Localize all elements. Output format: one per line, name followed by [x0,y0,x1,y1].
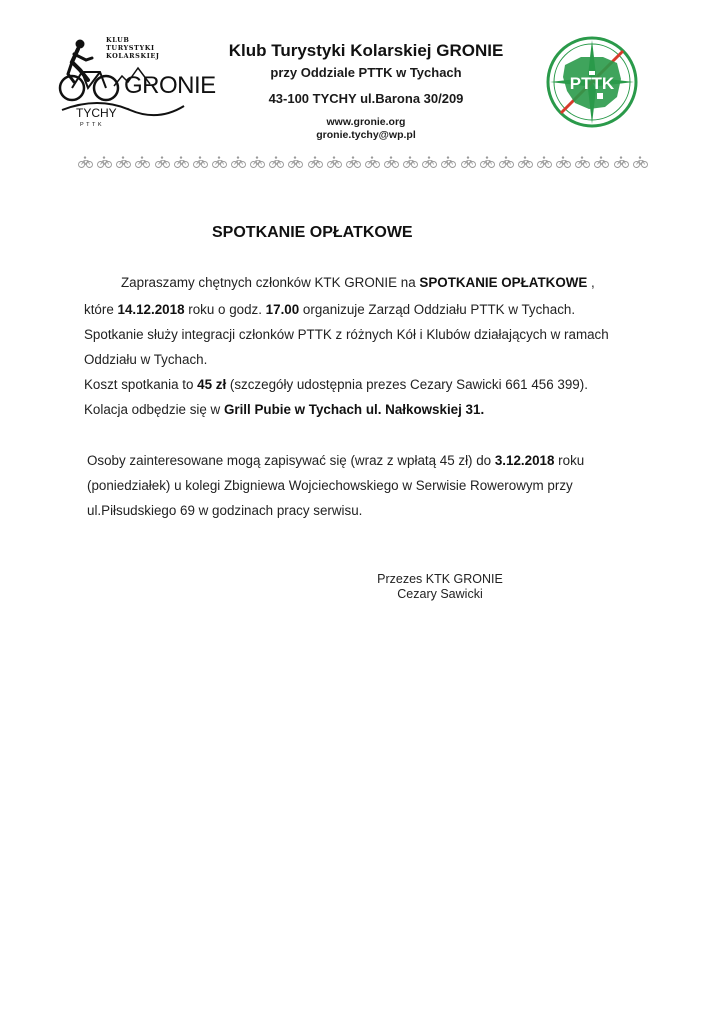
paragraph-2-line-3: ul.Piłsudskiego 69 w godzinach pracy serwisu. [87,503,363,518]
bike-ornament-icon [614,155,629,167]
bike-ornament-icon [441,155,456,167]
logo-name: GRONIE [124,72,216,99]
bike-ornament-icon [116,155,131,167]
club-name: Klub Turystyki Kolarskiej GRONIE [228,41,504,60]
pttk-badge-logo [545,35,639,129]
bike-ornament-icon [556,155,571,167]
bike-ornament-icon [78,155,93,167]
bike-ornament-icon [155,155,170,167]
club-address: 43-100 TYCHY ul.Barona 30/209 [268,91,464,106]
paragraph-1-line-2: które 14.12.2018 roku o godz. 17.00 organizuje Zarząd Oddziału PTTK w Tychach. [84,302,576,317]
club-branch: przy Oddziale PTTK w Tychach [270,65,462,80]
logo-org: PTTK [80,122,105,128]
document-title: SPOTKANIE OPŁATKOWE [212,224,413,241]
paragraph-2-line-2: (poniedziałek) u kolegi Zbigniewa Wojciechowskiego w Serwisie Rowerowym przy [87,478,573,493]
bike-ornament-icon [518,155,533,167]
pttk-emblem-icon [545,35,639,129]
badge-text: PTTK [569,74,615,93]
bike-ornament-icon [250,155,265,167]
bike-ornament-icon [327,155,342,167]
bike-ornament-icon [212,155,227,167]
club-logo [58,36,216,136]
bike-ornament-icon [365,155,380,167]
paragraph-1-line-6: Kolacja odbędzie się w Grill Pubie w Tychach ul. Nałkowskiej 31. [84,402,485,417]
bike-ornament-icon [480,155,495,167]
letterhead [196,40,536,142]
bike-ornament-icon [346,155,361,167]
bike-ornament-icon [461,155,476,167]
logo-club-label: KLUB TURYSTYKI KOLARSKIEJ [106,36,160,60]
bike-ornament-icon [499,155,514,167]
paragraph-1-line-4: Oddziału w Tychach. [84,352,208,367]
bike-ornament-icon [537,155,552,167]
paragraph-1-line-1: Zapraszamy chętnych członków KTK GRONIE na SPOTKANIE OPŁATKOWE , [121,275,595,290]
bike-ornament-icon [422,155,437,167]
bike-ornament-icon [384,155,399,167]
club-email-link[interactable]: gronie.tychy@wp.pl [316,129,416,141]
paragraph-1-line-3: Spotkanie służy integracji członków PTTK z różnych Kół i Klubów działających w ramach [84,327,609,342]
paragraph-1-line-5: Koszt spotkania to 45 zł (szczegóły udostępnia prezes Cezary Sawicki 661 456 399). [84,377,588,392]
bike-ornament-icon [269,155,284,167]
bike-ornament-icon [174,155,189,167]
signature-role: Przezes KTK GRONIE [377,572,503,586]
bike-ornament-icon [308,155,323,167]
signature-block [340,572,540,602]
signature-name: Cezary Sawicki [397,587,483,601]
decorative-bike-border [78,153,648,169]
bike-ornament-icon [575,155,590,167]
bike-ornament-icon [135,155,150,167]
bike-ornament-icon [594,155,609,167]
logo-city: TYCHY [76,106,117,120]
club-website-link[interactable]: www.gronie.org [326,116,406,128]
bike-ornament-icon [231,155,246,167]
bike-ornament-icon [193,155,208,167]
bike-ornament-icon [288,155,303,167]
bike-ornament-icon [97,155,112,167]
bike-ornament-icon [403,155,418,167]
paragraph-2-line-1: Osoby zainteresowane mogą zapisywać się (wraz z wpłatą 45 zł) do 3.12.2018 roku [87,453,585,468]
bike-ornament-icon [633,155,648,167]
